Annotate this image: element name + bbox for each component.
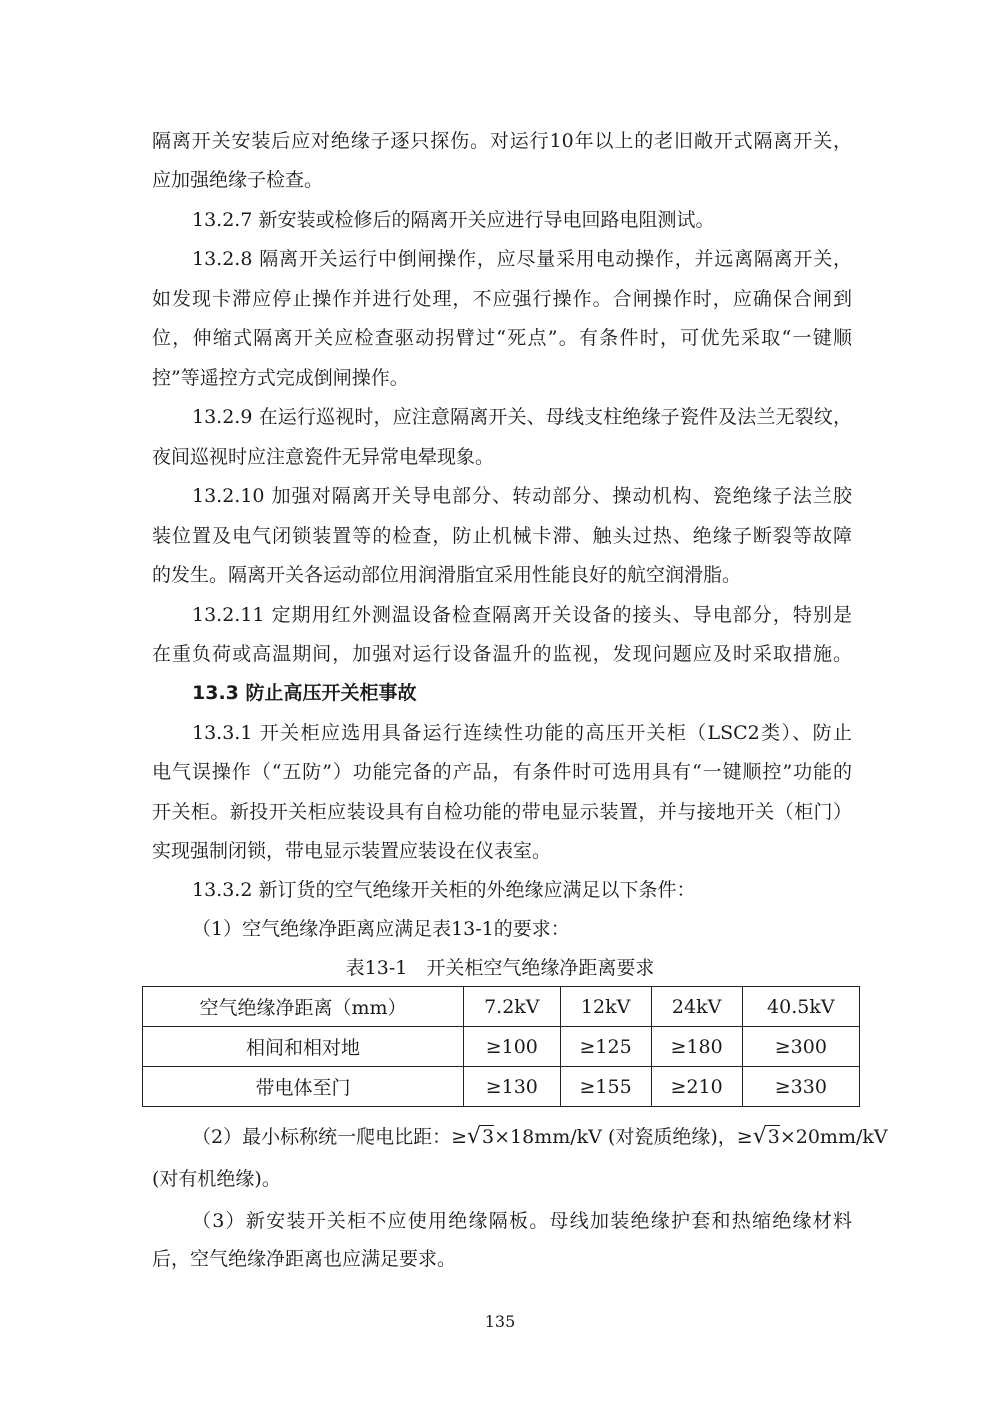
sqrt-symbol: √3 — [467, 1124, 495, 1149]
table-cell: 相间和相对地 — [143, 1027, 464, 1067]
table-cell: ≥330 — [742, 1067, 859, 1107]
table-header-cell: 40.5kV — [742, 987, 859, 1027]
text-line: 夜间巡视时应注意瓷件无异常电晕现象。 — [152, 446, 495, 468]
section-heading: 13.3 防止高压开关柜事故 — [192, 682, 417, 704]
table-caption: 表13-1 开关柜空气绝缘净距离要求 — [345, 957, 655, 979]
text-line: 的发生。隔离开关各运动部位用润滑脂宜采用性能良好的航空润滑脂。 — [152, 564, 742, 586]
text-line: 位，伸缩式隔离开关应检查驱动拐臂过“死点”。有条件时，可优先采取“一键顺 — [152, 327, 852, 349]
clause-13-3-1: 13.3.1 开关柜应选用具备运行连续性功能的高压开关柜（LSC2类）、防止 — [192, 722, 852, 744]
clause-13-2-11: 13.2.11 定期用红外测温设备检查隔离开关设备的接头、导电部分，特别是 — [192, 604, 852, 626]
text-line: 实现强制闭锁，带电显示装置应装设在仪表室。 — [152, 840, 552, 862]
clearance-table — [142, 986, 860, 1107]
item-1: （1）空气绝缘净距离应满足表13-1的要求： — [192, 918, 570, 940]
creepage-text: （2）最小标称统一爬电比距：≥ — [192, 1126, 468, 1148]
table-cell: ≥180 — [651, 1027, 742, 1067]
table-header-cell: 24kV — [651, 987, 742, 1027]
creepage-text: ×20mm/kV — [779, 1126, 888, 1148]
table-header-cell: 12kV — [560, 987, 651, 1027]
text-line: 隔离开关安装后应对绝缘子逐只探伤。对运行10年以上的老旧敞开式隔离开关， — [152, 130, 852, 152]
table-cell: ≥300 — [742, 1027, 859, 1067]
item-2 — [192, 1124, 888, 1150]
sqrt-value: 3 — [767, 1126, 780, 1148]
text-line: 后，空气绝缘净距离也应满足要求。 — [152, 1248, 457, 1270]
clause-13-2-8: 13.2.8 隔离开关运行中倒闸操作，应尽量采用电动操作，并远离隔离开关， — [192, 248, 852, 270]
creepage-text: ×18mm/kV (对瓷质绝缘)，≥ — [494, 1126, 753, 1148]
text-line: 装位置及电气闭锁装置等的检查，防止机械卡滞、触头过热、绝缘子断裂等故障 — [152, 525, 852, 547]
table-header-row — [143, 987, 860, 1027]
table-cell: ≥130 — [464, 1067, 561, 1107]
text-line: 应加强绝缘子检查。 — [152, 169, 324, 191]
table-row — [143, 1067, 860, 1107]
table-header-cell: 空气绝缘净距离（mm） — [143, 987, 464, 1027]
clause-13-2-9: 13.2.9 在运行巡视时，应注意隔离开关、母线支柱绝缘子瓷件及法兰无裂纹， — [192, 406, 852, 428]
sqrt-value: 3 — [482, 1126, 495, 1148]
table-header-cell: 7.2kV — [464, 987, 561, 1027]
clause-13-2-7: 13.2.7 新安装或检修后的隔离开关应进行导电回路电阻测试。 — [192, 209, 715, 231]
table-row — [143, 1027, 860, 1067]
table-cell: ≥125 — [560, 1027, 651, 1067]
table-cell: ≥155 — [560, 1067, 651, 1107]
table-cell: 带电体至门 — [143, 1067, 464, 1107]
text-line: 控”等遥控方式完成倒闸操作。 — [152, 367, 409, 389]
item-3: （3）新安装开关柜不应使用绝缘隔板。母线加装绝缘护套和热缩绝缘材料 — [192, 1210, 852, 1232]
text-line: 电气误操作（“五防”）功能完备的产品，有条件时可选用具有“一键顺控”功能的 — [152, 761, 852, 783]
sqrt-symbol: √3 — [752, 1124, 780, 1149]
page-number: 135 — [484, 1312, 516, 1331]
table-cell: ≥210 — [651, 1067, 742, 1107]
table-cell: ≥100 — [464, 1027, 561, 1067]
clause-13-3-2: 13.3.2 新订货的空气绝缘开关柜的外绝缘应满足以下条件： — [192, 879, 696, 901]
text-line: 如发现卡滞应停止操作并进行处理，不应强行操作。合闸操作时，应确保合闸到 — [152, 288, 852, 310]
clause-13-2-10: 13.2.10 加强对隔离开关导电部分、转动部分、操动机构、瓷绝缘子法兰胶 — [192, 485, 852, 507]
text-line: 在重负荷或高温期间，加强对运行设备温升的监视，发现问题应及时采取措施。 — [152, 643, 852, 665]
text-line: (对有机绝缘)。 — [152, 1168, 281, 1190]
text-line: 开关柜。新投开关柜应装设具有自检功能的带电显示装置，并与接地开关（柜门） — [152, 801, 852, 823]
